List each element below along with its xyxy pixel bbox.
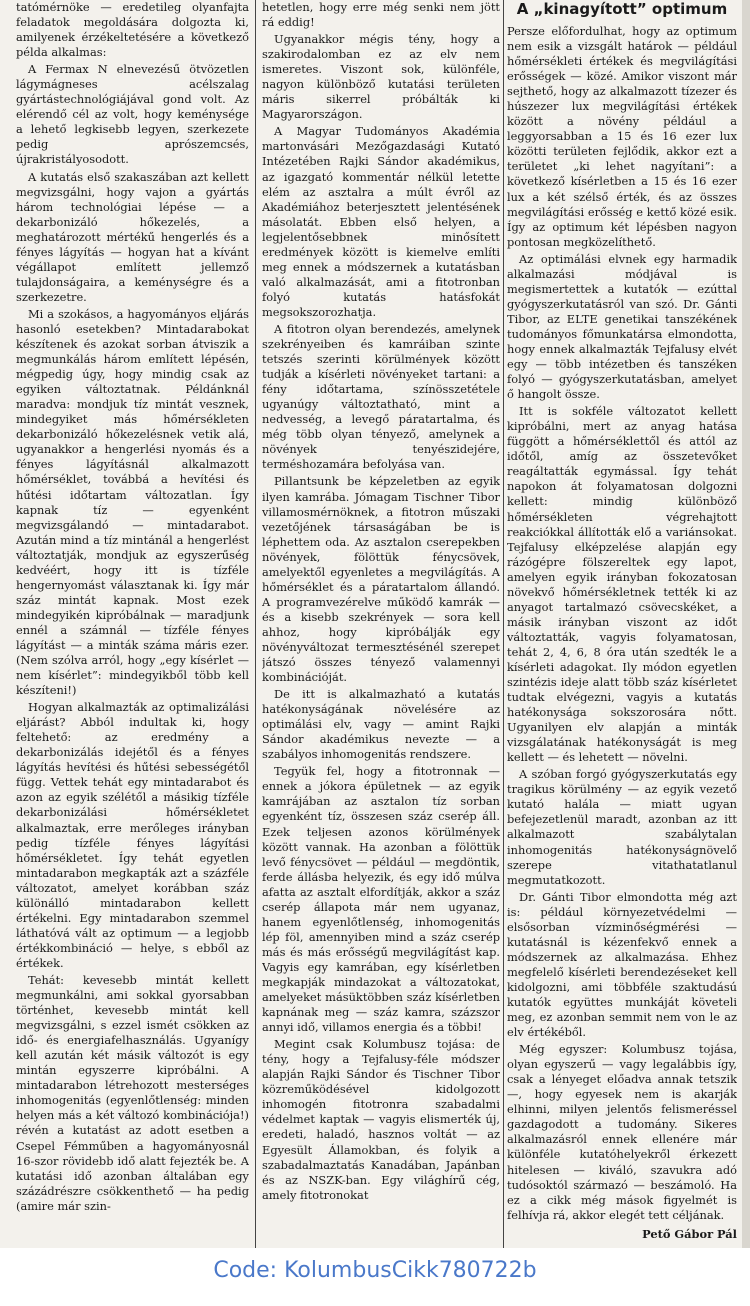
- column-rule: [503, 0, 504, 1248]
- clipping-edge: [742, 0, 750, 1248]
- paragraph: Mi a szokásos, a hagyományos eljárás hasonló esetekben? Mintadarabokat készítenek és azokat sorban átviszik a megmunkálás három említett lépésén, mégpedig úgy, hogy mindig csak az egyiken változtatnak. Példánknál maradva: mondjuk tíz mintát vesznek, mindegyiket más hőmérsékleten dekarbonizáló hőkezelésnek vetik alá, ugyanakkor a hengerlési nyomás és a fényes lágyításnál alkalmazott hőmérséklet, továbbá a hevítési és hűtési időtartam változatlan. Így kapnak tíz — egyenként megvizsgálandó — mintadarabot. Azután mind a tíz mintánál a hengerlést változtatják, mondjuk az egyszerűség kedvéért, hogy itt is tízféle hengernyomást választanak ki. Így már száz mintát kapnak. Most ezek mindegyikén kipróbálnak — maradjunk ennél a számnál — tízféle fényes lágyítást — a minták száma máris ezer. (Nem szólva arról, hogy „egy kísérlet — nem kísérlet”: mindegyikből több kell készíteni!): [16, 306, 249, 698]
- article-heading: A „kinagyított” optimum: [516, 0, 728, 18]
- paragraph: Hogyan alkalmazták az optimalizálási eljárást? Abból indultak ki, hogy feltehető: az eredmény a dekarbonizálás idejétől és a fényes lágyítás hevítési és hűtési sebességétől függ. Vettek tehát egy mintadarabot és azon az egyik szélétől a másikig tízféle dekarbonizálási hőmérsékletet alkalmaztak, erre merőleges irányban pedig tízféle fényes lágyítási hőmérsékletet. Így tehát egyetlen mintadarabon megkapták azt a százféle változatot, amelyet korábban száz különálló mintadarabon kellett értékelni. Egy mintadarabon szemmel láthatóvá vált az optimum — a legjobb értékkombináció — helye, s ebből az értékek.: [16, 700, 249, 970]
- article-column-2: [262, 0, 500, 1248]
- paragraph: Az optimálási elvnek egy harmadik alkalmazási módjával is megismertettek a kutatók — ezúttal gyógyszerkutatásról van szó. Dr. Gánti Tibor, az ELTE genetikai tanszékének tudományos főmunkatársa elmondotta, hogy ennek alkalmazták Tejfalusy elvét egy — több intézetben és tanszéken folyó — gyógyszerkutatásban, amelyet ő hangolt össze.: [507, 251, 737, 402]
- paragraph: Dr. Gánti Tibor elmondotta még azt is: például környezetvédelmi — elsősorban vízminőségmérési — kutatásnál is kézenfekvő ennek a módszernek az alkalmazása. Ehhez megfelelő kísérleti berendezéseket kell kidolgozni, ami többféle szaktudású kutatók együttes munkáját követeli meg, ez azonban semmit nem von le az elv értékéből.: [507, 889, 737, 1040]
- paragraph: A Magyar Tudományos Akadémia martonvásári Mezőgazdasági Kutató Intézetében Rajki Sándor akadémikus, az igazgató kommentár nélkül letette elém az asztalra a múlt évről az Akadémiához beterjesztett jelentésének másolatát. Ebben első helyen, a legjelentősebbnek minősített eredmények között is kiemelve említi meg ennek a módszernek a kutatásban való alkalmazását, ami a fitotronban folyó kutatás hatásfokát megsokszorozhatja.: [262, 124, 500, 319]
- column-rule: [255, 0, 256, 1248]
- paragraph: A kutatás első szakaszában azt kellett megvizsgálni, hogy vajon a gyártás három technológiai lépése — a dekarbonizáló hőkezelés, a meghatározott mértékű hengerlés és a fényes lágyítás — hogyan hat a kívánt végállapot említett jellemző tulajdonságaira, a keménységre és a szerkezetre.: [16, 169, 249, 304]
- author-signature: Pető Gábor Pál: [642, 1226, 737, 1241]
- paragraph: Ugyanakkor mégis tény, hogy a szakirodalomban ez az elv nem ismeretes. Viszont sok, különféle, nagyon különböző kutatási területen máris sikerrel próbálták ki Magyarországon.: [262, 32, 500, 122]
- paragraph: De itt is alkalmazható a kutatás hatékonyságának növelésére az optimálási elv, vagy — amint Rajki Sándor akadémikus nevezte — a szabályos inhomogenitás rendszere.: [262, 687, 500, 762]
- article-column-1: [16, 0, 249, 1248]
- paragraph: hetetlen, hogy erre még senki nem jött rá eddig!: [262, 0, 500, 30]
- paragraph: Itt is sokféle változatot kellett kipróbálni, mert az anyag hatása függött a hőmérséklettől és attól az időtől, amíg az összetevőket reagáltatták egymással. Így tehát napokon át folyamatosan dolgozni kellett: mindig különböző hőmérsékleten végrehajtott reakciókkal állították elő a variánsokat. Tejfalusy elképzelése alapján egy rázógépre fölszereltek egy lapot, amelyen egyik irányban fokozatosan növekvő hőmérsékletnek tették ki az anyagot tartalmazó csövecskéket, a másik irányban viszont az időt változtatták, vagyis folyamatosan, tehát 2, 4, 6, 8 óra után szedték le a kísérleti adagokat. Ily módon egyetlen szintézis ideje alatt több száz kísérletet tudtak elvégezni, vagyis a kutatás hatékonysága sokszorosára nőtt. Ugyanilyen elv alapján a minták vizsgálatának hatékonyságát is meg kellett — és lehetett — növelni.: [507, 404, 737, 765]
- paragraph: Megint csak Kolumbusz tojása: de tény, hogy a Tejfalusy-féle módszer alapján Rajki Sándor és Tischner Tibor közreműködésével kidolgozott inhomogén fitotronra szabadalmi védelmet kaptak — vagyis elismerték új, eredeti, haladó, hasznos voltát — az Egyesült Államokban, és folyik a szabadalmaztatás Kanadában, Japánban és az NSZK-ban. Egy világhírű cég, amely fitotronokat: [262, 1037, 500, 1202]
- paragraph: Tehát: kevesebb mintát kellett megmunkálni, ami sokkal gyorsabban történhet, kevesebb mintát kell megvizsgálni, s ezzel ismét csökken az idő- és energiafelhasználás. Ugyanígy kell azután két másik változót is egy mintán egyszerre kipróbálni. A mintadarabon létrehozott mesterséges inhomogenitás (egyenlőtlenség: minden helyen más a két változó kombinációja!) révén a kutatást az adott esetben a Csepel Fémműben a hagyományosnál 16-szor rövidebb idő alatt fejezték be. A kutatási idő azonban általában egy százádrészre csökkenthető — ha pedig (amire már szin-: [16, 973, 249, 1213]
- paragraph: A Fermax N elnevezésű ötvözetlen lágymágneses acélszalag gyártástechnológiájával gond volt. Az elérendő cél az volt, hogy keménysége a lehető legkisebb legyen, szerkezete pedig aprószemcsés, újrakristályosodott.: [16, 62, 249, 167]
- paragraph: Pillantsunk be képzeletben az egyik ilyen kamrába. Jómagam Tischner Tibor villamosmérnöknek, a fitotron műszaki vezetőjének társaságában be is léphettem oda. Az asztalon cserepekben növények, fölöttük fénycsövek, amelyektől egyenletes a megvilágítás. A hőmérséklet és a páratartalom állandó. A programvezérelve működő kamrák — és a kisebb szekrények — sora kell ahhoz, hogy kipróbálják egy növényváltozat termesztésénél szerepet játszó összes tényező valamennyi kombinációját.: [262, 474, 500, 685]
- image-code-caption: Code: KolumbusCikk780722b: [213, 1258, 537, 1283]
- paragraph: tatómérnöke — eredetileg olyanfajta feladatok megoldására dolgozta ki, amilyenek érzékeltetésére a következő példa alkalmas:: [16, 0, 249, 60]
- paragraph: Persze előfordulhat, hogy az optimum nem esik a vizsgált határok — például hőmérsékleti értékek és megvilágítási erősségek — közé. Amikor viszont már sejthető, hogy az alkalmazott tízezer és húszezer lux megvilágítási értékek között a növény például a leggyorsabban a 15 és 16 ezer lux közötti területen fejlődik, akkor ezt a területet „ki lehet nagyítani”: a következő kísérletben a 15 és 16 ezer lux a két szélső érték, és az összes megvilágítási erősség e kettő közé esik. Így az optimum két lépésben nagyon pontosan megközelíthető.: [507, 24, 737, 249]
- paragraph: Tegyük fel, hogy a fitotronnak — ennek a jókora épületnek — az egyik kamrájában az asztalon tíz sorban egyenként tíz, összesen száz cserép áll. Ezek teljesen azonos körülmények között vannak. Ha azonban a fölöttük levő fénycsövet — például — megdöntik, ferde állásba helyezik, és egy idő múlva afatta az asztalt elfordítják, akkor a száz cserép állapota már nem ugyanaz, hanem egyenlőtlenség, inhomogenitás lép föl, amennyiben mind a száz cserép más és más erősségű megvilágítást kap. Vagyis egy kamrában, egy kísérletben megkapják mindazokat a változatokat, amelyeket másüktöbben száz kísérletben kapnának meg — száz kamra, százszor annyi idő, villamos energia és a többi!: [262, 764, 500, 1035]
- paragraph: A szóban forgó gyógyszerkutatás egy tragikus körülmény — az egyik vezető kutató halála — miatt ugyan befejezetlenül maradt, azonban az itt alkalmazott szabálytalan inhomogenitás hatékonyságnövelő szerepe vitathatatlanul megmutatkozott.: [507, 767, 737, 887]
- paragraph: A fitotron olyan berendezés, amelynek szekrényeiben és kamráiban szinte tetszés szerinti körülmények között tudják a kísérleti növényeket tartani: a fény időtartama, színösszetétele ugyanúgy változtatható, mint a nedvesség, a levegő páratartalma, és még több olyan tényező, amelynek a növények tenyészidejére, terméshozamára befolyása van.: [262, 321, 500, 472]
- paragraph: Még egyszer: Kolumbusz tojása, olyan egyszerű — vagy legalábbis így, csak a lényeget előadva annak tetszik —, hogy egyesek nem is akarják elhinni, milyen jelentős felismeréssel gazdagodott a tudomány. Sikeres alkalmazásról ennek ellenére már különféle kutatóhelyekről érkezett hitelesen — kiváló, szavukra adó tudósoktól származó — beszámoló. Ha ez a cikk még mások figyelmét is felhívja rá, akkor elegét tett céljának.: [507, 1042, 737, 1222]
- article-column-3: [507, 0, 737, 1248]
